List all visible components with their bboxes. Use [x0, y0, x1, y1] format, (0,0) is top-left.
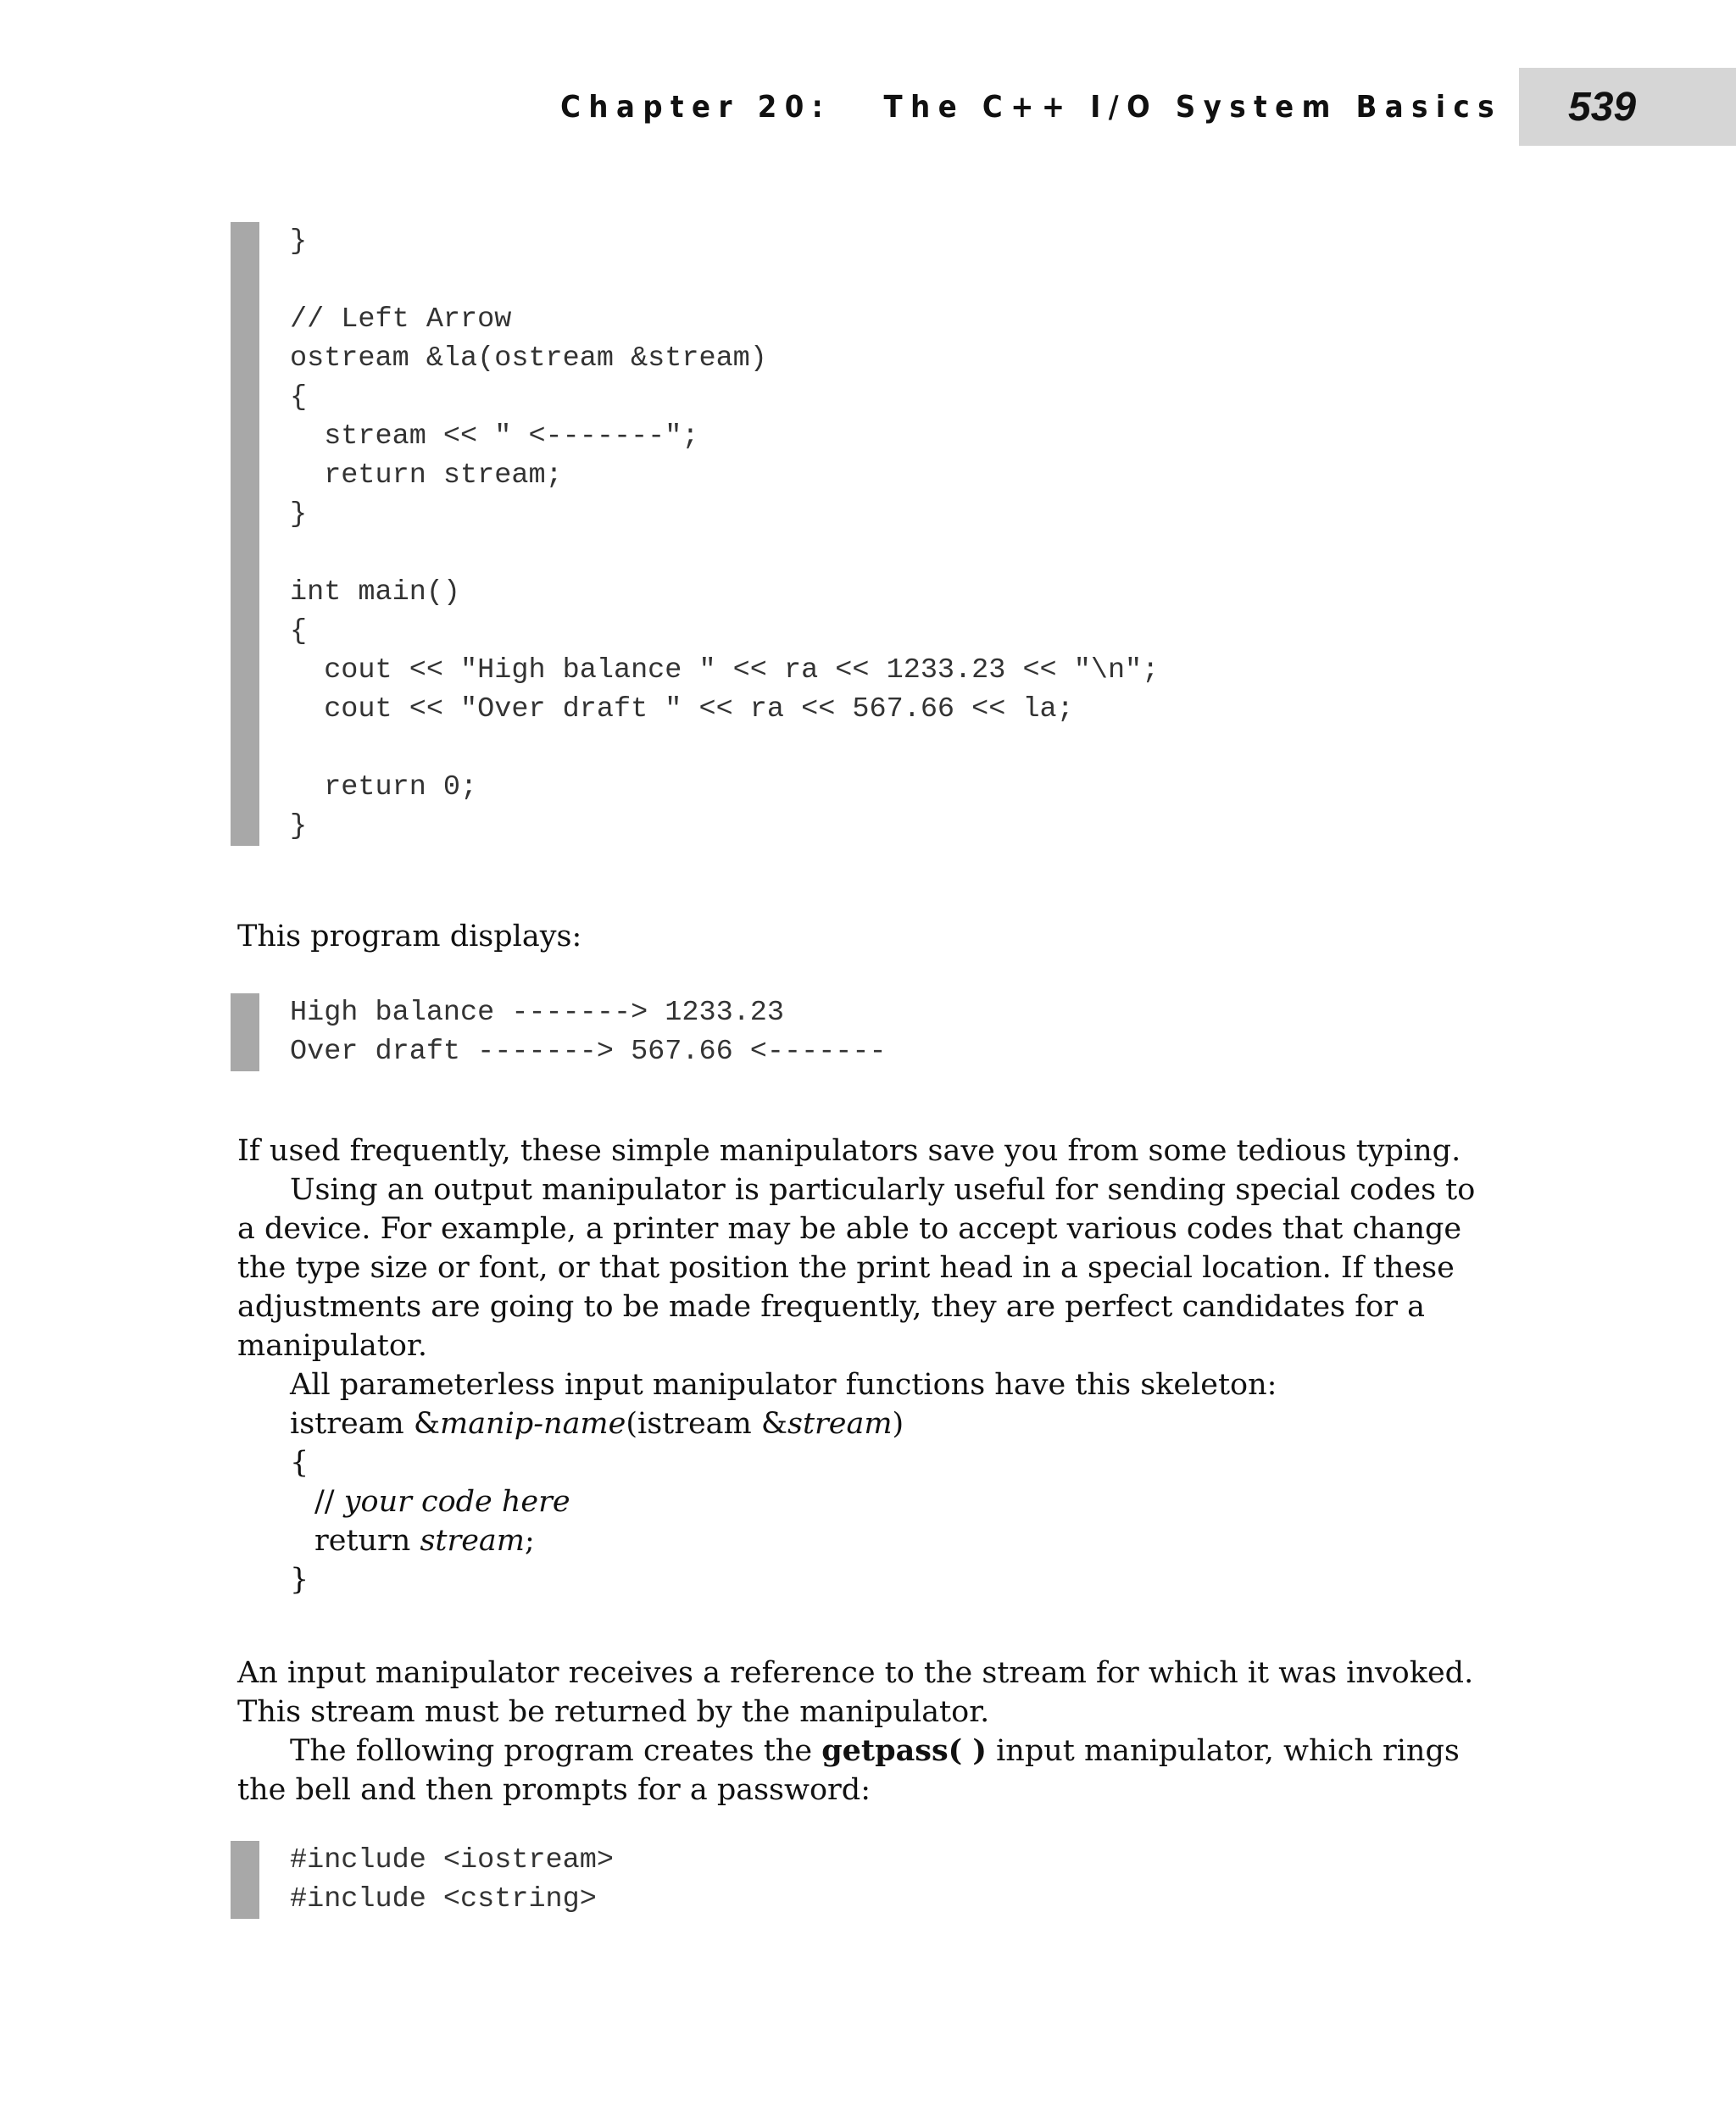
skeleton-line: [290, 1482, 904, 1521]
skeleton-text: your code here: [343, 1485, 570, 1519]
code-line: return stream;: [290, 459, 563, 492]
code-line: stream << " <-------";: [290, 420, 699, 453]
code-line: ostream &la(ostream &stream): [290, 342, 767, 375]
paragraph-text: The following program creates the: [290, 1734, 822, 1768]
code-line: cout << "High balance " << ra << 1233.23 << "\n";: [290, 654, 1160, 687]
code-line: [259, 261, 1159, 300]
skeleton-text: stream: [787, 1407, 893, 1441]
paragraph: An input manipulator receives a reference to the stream for which it was invoked. This stream must be returned by the manipulator.: [237, 1656, 1474, 1729]
skeleton-text: //: [314, 1485, 344, 1519]
code-line: {: [290, 615, 308, 648]
manipulator-skeleton: [290, 1404, 904, 1599]
page-number: 539: [1568, 84, 1637, 130]
code-line: int main(): [290, 576, 461, 609]
code-line: {: [290, 381, 308, 414]
text-displays-block: [237, 917, 1492, 956]
code-listing-top: [231, 222, 1159, 846]
paragraph: [237, 1732, 1492, 1810]
skeleton-line: [290, 1521, 904, 1560]
skeleton-text: istream &: [290, 1407, 440, 1441]
text-displays: This program displays:: [237, 920, 582, 953]
function-name: getpass( ): [821, 1733, 987, 1768]
code-line: // Left Arrow: [290, 303, 512, 336]
output-listing: [231, 993, 887, 1071]
code-line: }: [290, 810, 308, 842]
code-line: }: [290, 225, 308, 258]
skeleton-text: return: [314, 1524, 420, 1558]
code-line: #include <iostream>: [290, 1844, 614, 1876]
skeleton-line: {: [290, 1446, 309, 1480]
paragraph: Using an output manipulator is particularly useful for sending special codes to a device. For example, a printer may be able to accept various codes that change the type size or font, or that position the print head in a special location. If these adjustments are going to be made frequently, they are perfect candidates for a manipulator.: [237, 1173, 1476, 1363]
paragraph-text: input manipulator, which rings the bell and then prompts for a password:: [237, 1734, 1460, 1807]
code-line: cout << "Over draft " << ra << 567.66 << la;: [290, 693, 1074, 725]
chapter-title: Chapter 20: The C++ I/O System Basics: [560, 89, 1502, 125]
code-line: [259, 729, 1159, 768]
body-text-1: [237, 1131, 1492, 1404]
output-line: Over draft -------> 567.66 <-------: [290, 1036, 887, 1068]
skeleton-text: stream: [420, 1524, 525, 1558]
body-text-2: [237, 1654, 1492, 1810]
paragraph: If used frequently, these simple manipulators save you from some tedious typing.: [237, 1134, 1461, 1168]
running-head: [560, 68, 1736, 146]
skeleton-text: ;: [524, 1524, 535, 1558]
code-line: return 0;: [290, 771, 478, 803]
skeleton-text: manip-name: [440, 1407, 626, 1441]
paragraph: All parameterless input manipulator functions have this skeleton:: [290, 1368, 1277, 1402]
code-line: #include <cstring>: [290, 1883, 597, 1915]
output-line: High balance -------> 1233.23: [290, 997, 784, 1029]
code-listing-bottom: [231, 1841, 614, 1919]
code-line: }: [290, 498, 308, 531]
skeleton-text: (istream &: [626, 1407, 787, 1441]
skeleton-line: }: [290, 1563, 309, 1597]
code-line: [259, 534, 1159, 573]
skeleton-text: ): [892, 1407, 904, 1441]
skeleton-line: [290, 1404, 904, 1443]
page-number-box: [1519, 68, 1736, 146]
